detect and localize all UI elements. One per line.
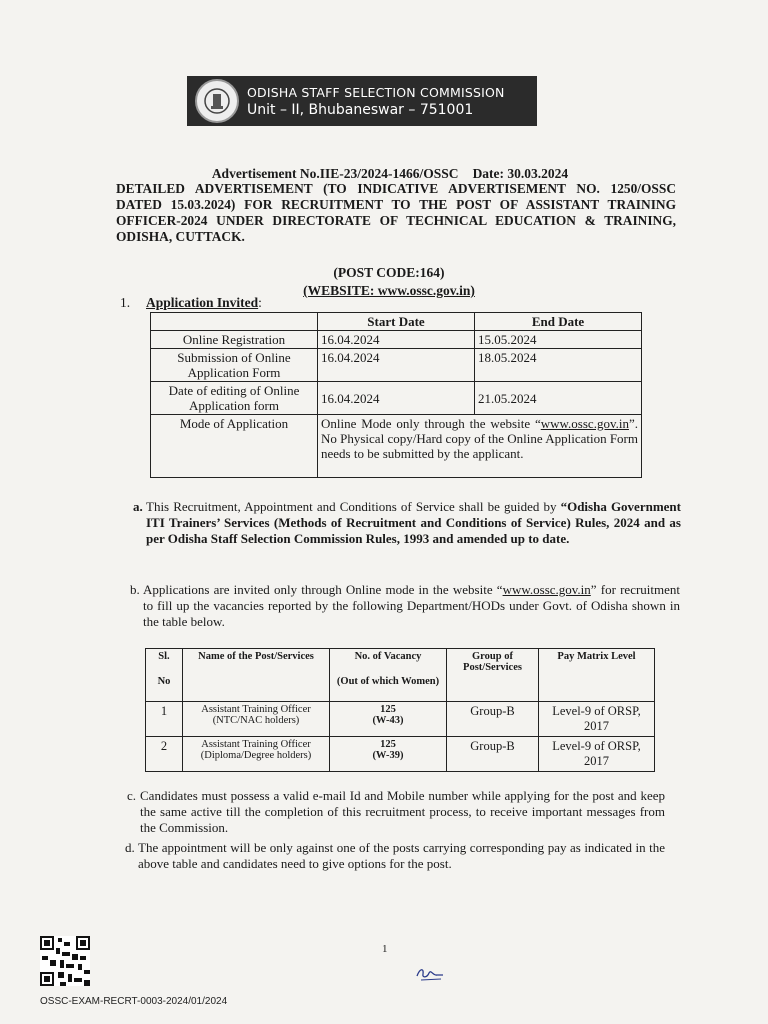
mode-text-post: ”. No Physical copy/Hard copy of the Online Application Form needs to be submitted by the applicant. bbox=[321, 416, 639, 461]
group: Group-B bbox=[447, 737, 539, 772]
vacancy-table bbox=[145, 648, 655, 772]
org-address: Unit – II, Bhubaneswar – 751001 bbox=[247, 101, 474, 118]
header-sl-text: Sl. bbox=[158, 651, 170, 662]
sl-number: 1 bbox=[146, 702, 183, 737]
paragraph-text: This Recruitment, Appointment and Conditions of Service shall be guided by bbox=[146, 499, 561, 514]
sl-number: 2 bbox=[146, 737, 183, 772]
paragraph-marker: c. bbox=[127, 788, 137, 803]
paragraph-a bbox=[133, 499, 681, 547]
advertisement-date: Date: 30.03.2024 bbox=[472, 166, 569, 181]
start-date: 16.04.2024 bbox=[318, 349, 475, 382]
commission-header bbox=[187, 76, 537, 126]
section-application-invited bbox=[120, 295, 262, 311]
women-vacancy: (W-39) bbox=[372, 750, 404, 761]
header-text bbox=[247, 85, 505, 118]
header-vacancy bbox=[330, 649, 447, 702]
section-number: 1. bbox=[120, 295, 131, 310]
paragraph-text: Candidates must possess a valid e-mail Id and Mobile number while applying for the post and keep the same active till the completion of this recruitment process, to receive important messages from the Commission. bbox=[140, 788, 665, 835]
table-header-row bbox=[146, 649, 655, 702]
paragraph-text: The appointment will be only against one of the posts carrying corresponding pay as indicated in the above table and candidates need to give options for the post. bbox=[138, 840, 665, 871]
detailed-title: DETAILED ADVERTISEMENT (TO INDICATIVE ADVERTISEMENT NO. 1250/OSSC DATED 15.03.2024) FOR RECRUITMENT TO THE POST OF ASSISTANT TRAINING OFFICER-2024 UNDER DIRECTORATE OF TECHNICAL EDUCATION & TRAINING, ODISHA, CUTTACK. bbox=[116, 181, 676, 244]
post-name-line1: Assistant Training Officer bbox=[201, 704, 311, 715]
paragraph-marker: d. bbox=[125, 840, 135, 855]
qr-code-icon bbox=[40, 936, 90, 986]
page-number: 1 bbox=[382, 943, 388, 955]
schedule-table bbox=[150, 312, 642, 478]
group: Group-B bbox=[447, 702, 539, 737]
women-vacancy: (W-43) bbox=[372, 715, 404, 726]
advertisement-number: Advertisement No.IIE-23/2024-1466/OSSC bbox=[211, 166, 459, 181]
table-row bbox=[151, 331, 642, 349]
table-header-row bbox=[151, 313, 642, 331]
vacancy-number: 125 bbox=[380, 704, 396, 715]
table-row bbox=[146, 702, 655, 737]
advertisement-line bbox=[0, 166, 768, 182]
header-vacancy-sub: (Out of which Women) bbox=[336, 676, 440, 687]
post-name-line2: (Diploma/Degree holders) bbox=[200, 750, 312, 761]
mode-description bbox=[318, 415, 642, 478]
paragraph-text-post: ” for recruitment to fill up the vacancies reported by the following Department/HODs under Govt. of Odisha shown in the table below. bbox=[143, 582, 681, 629]
paragraph-d bbox=[125, 840, 665, 872]
post-name bbox=[183, 737, 330, 772]
header-post-name: Name of the Post/Services bbox=[183, 649, 330, 702]
mode-text-pre: Online Mode only through the website “ bbox=[321, 416, 541, 431]
row-label: Submission of Online Application Form bbox=[151, 349, 318, 382]
post-name-line2: (NTC/NAC holders) bbox=[212, 715, 300, 726]
vacancy-count bbox=[330, 702, 447, 737]
end-date: 18.05.2024 bbox=[475, 349, 642, 382]
header-vacancy-text: No. of Vacancy bbox=[354, 651, 422, 662]
section-title: Application Invited bbox=[146, 295, 259, 310]
paragraph-marker: b. bbox=[130, 582, 140, 597]
website-link[interactable]: (WEBSITE: www.ossc.gov.in) bbox=[303, 283, 475, 298]
vacancy-count bbox=[330, 737, 447, 772]
paragraph-bold-text: “Odisha Government ITI Trainers’ Services (Methods of Recruitment and Conditions of Service) Rules, 2024 and as per Odisha Staff Selection Commission Rules, 1993 and amended up to date. bbox=[146, 499, 681, 546]
footer-code: OSSC-EXAM-RECRT-0003-2024/01/2024 bbox=[40, 996, 228, 1007]
header-pay: Pay Matrix Level bbox=[539, 649, 655, 702]
org-name: ODISHA STAFF SELECTION COMMISSION bbox=[247, 84, 505, 100]
table-row bbox=[151, 349, 642, 382]
header-no-text: No bbox=[157, 676, 171, 687]
post-code: (POST CODE:164) bbox=[333, 265, 445, 280]
paragraph-b bbox=[130, 582, 681, 630]
end-date: 15.05.2024 bbox=[475, 331, 642, 349]
table-row bbox=[151, 415, 642, 478]
post-name-line1: Assistant Training Officer bbox=[201, 739, 311, 750]
paragraph-marker: a. bbox=[133, 499, 143, 514]
paragraph-c bbox=[127, 788, 665, 836]
section-colon: : bbox=[258, 295, 262, 310]
start-date: 16.04.2024 bbox=[318, 331, 475, 349]
vacancy-number: 125 bbox=[380, 739, 396, 750]
website-link[interactable]: www.ossc.gov.in bbox=[502, 582, 591, 597]
row-label: Online Registration bbox=[151, 331, 318, 349]
table-row bbox=[146, 737, 655, 772]
start-date: 16.04.2024 bbox=[318, 382, 475, 415]
end-date: 21.05.2024 bbox=[475, 382, 642, 415]
paragraph-text-pre: Applications are invited only through Online mode in the website “ bbox=[143, 582, 503, 597]
post-name bbox=[183, 702, 330, 737]
table-header-cell: Start Date bbox=[318, 313, 475, 331]
table-row bbox=[151, 382, 642, 415]
row-label: Mode of Application bbox=[151, 415, 318, 478]
pay-level: Level-9 of ORSP, 2017 bbox=[539, 702, 655, 737]
mode-website-link[interactable]: www.ossc.gov.in bbox=[540, 416, 629, 431]
table-header-cell: End Date bbox=[475, 313, 642, 331]
odisha-emblem-logo bbox=[195, 79, 239, 123]
pay-level: Level-9 of ORSP, 2017 bbox=[539, 737, 655, 772]
table-header-cell bbox=[151, 313, 318, 331]
row-label: Date of editing of Online Application form bbox=[151, 382, 318, 415]
header-group: Group of Post/Services bbox=[447, 649, 539, 702]
header-sl bbox=[146, 649, 183, 702]
signature-mark bbox=[415, 964, 445, 982]
